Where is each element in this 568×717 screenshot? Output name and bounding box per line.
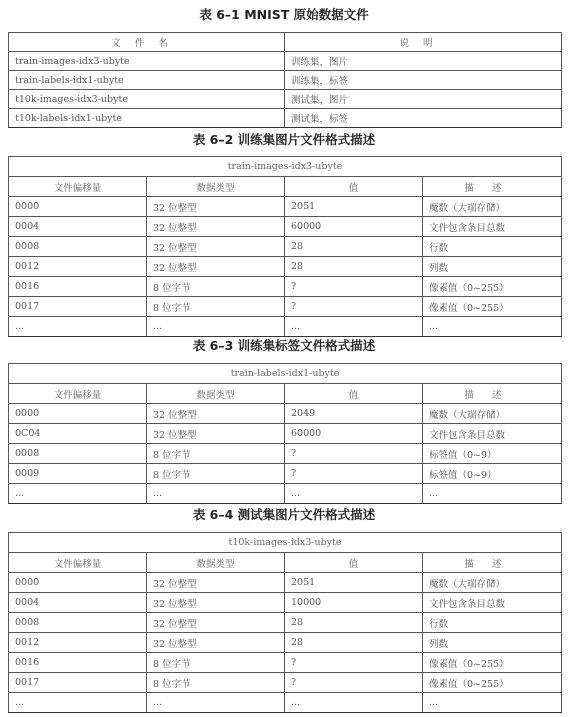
table-cell: 0017 bbox=[9, 297, 147, 317]
table-cell: 魔数（大端存储） bbox=[423, 197, 562, 217]
header-cell: 文件偏移量 bbox=[9, 553, 147, 573]
table-cell: 列数 bbox=[423, 633, 562, 653]
header-cell: 数据类型 bbox=[147, 177, 285, 197]
table-cell: 32 位整型 bbox=[147, 257, 285, 277]
table-cell: ... bbox=[9, 317, 147, 337]
header-cell: 数据类型 bbox=[147, 384, 285, 404]
table-cell: t10k-labels-idx1-ubyte bbox=[9, 109, 285, 128]
table-cell: 32 位整型 bbox=[147, 633, 285, 653]
table-row bbox=[9, 90, 562, 109]
table-cell: 训练集，图片 bbox=[285, 52, 562, 71]
table-cell: 行数 bbox=[423, 237, 562, 257]
table-cell: 28 bbox=[285, 257, 423, 277]
header-cell: 描述 bbox=[423, 553, 562, 573]
table-title: train-labels-idx1-ubyte bbox=[9, 364, 562, 384]
table-6-4-caption: 表 6–4 测试集图片文件格式描述 bbox=[192, 507, 376, 522]
table-cell: 魔数（大端存储） bbox=[423, 404, 562, 424]
table-6-3 bbox=[8, 363, 562, 504]
table-cell: 像素值（0~255） bbox=[423, 673, 562, 693]
table-cell: ... bbox=[285, 484, 423, 504]
table-cell: 2049 bbox=[285, 404, 423, 424]
header-cell: 值 bbox=[285, 384, 423, 404]
table-cell: 标签值（0~9） bbox=[423, 444, 562, 464]
table-cell: 0008 bbox=[9, 237, 147, 257]
header-cell: 描述 bbox=[423, 384, 562, 404]
table-row bbox=[9, 633, 562, 653]
table-row bbox=[9, 573, 562, 593]
table-cell: ? bbox=[285, 653, 423, 673]
table-cell: train-images-idx3-ubyte bbox=[9, 52, 285, 71]
table-cell: ... bbox=[423, 693, 562, 713]
table-header-row bbox=[9, 384, 562, 404]
table-cell: ... bbox=[9, 693, 147, 713]
table-cell: 行数 bbox=[423, 613, 562, 633]
table-6-1 bbox=[8, 32, 562, 128]
table-cell: 32 位整型 bbox=[147, 197, 285, 217]
table-cell: 32 位整型 bbox=[147, 424, 285, 444]
table-cell: ... bbox=[147, 484, 285, 504]
table-cell: ? bbox=[285, 277, 423, 297]
table-cell: 32 位整型 bbox=[147, 573, 285, 593]
table-cell: 测试集，标签 bbox=[285, 109, 562, 128]
table-row bbox=[9, 484, 562, 504]
table-cell: 测试集，图片 bbox=[285, 90, 562, 109]
table-row bbox=[9, 424, 562, 444]
table-row bbox=[9, 277, 562, 297]
table-title-row bbox=[9, 364, 562, 384]
table-row bbox=[9, 444, 562, 464]
table-cell: 8 位字节 bbox=[147, 444, 285, 464]
table-cell: 0000 bbox=[9, 573, 147, 593]
header-cell: 数据类型 bbox=[147, 553, 285, 573]
table-cell: 0004 bbox=[9, 593, 147, 613]
table-cell: 8 位字节 bbox=[147, 464, 285, 484]
table-cell: 32 位整型 bbox=[147, 404, 285, 424]
table-cell: ? bbox=[285, 297, 423, 317]
table-cell: ... bbox=[285, 317, 423, 337]
table-title: train-images-idx3-ubyte bbox=[9, 157, 562, 177]
table-cell: train-labels-idx1-ubyte bbox=[9, 71, 285, 90]
table-cell: 28 bbox=[285, 613, 423, 633]
table-cell: 60000 bbox=[285, 424, 423, 444]
table-row bbox=[9, 613, 562, 633]
table-header-row bbox=[9, 177, 562, 197]
table-cell: 标签值（0~9） bbox=[423, 464, 562, 484]
table-cell: ... bbox=[285, 693, 423, 713]
table-cell: 像素值（0~255） bbox=[423, 297, 562, 317]
table-cell: 8 位字节 bbox=[147, 277, 285, 297]
table-row bbox=[9, 297, 562, 317]
table-row bbox=[9, 673, 562, 693]
table-cell: 0000 bbox=[9, 197, 147, 217]
table-cell: 8 位字节 bbox=[147, 297, 285, 317]
table-cell: ... bbox=[147, 693, 285, 713]
table-cell: 文件包含条目总数 bbox=[423, 593, 562, 613]
table-cell: 像素值（0~255） bbox=[423, 277, 562, 297]
table-6-2 bbox=[8, 156, 562, 337]
table-row bbox=[9, 217, 562, 237]
table-cell: 8 位字节 bbox=[147, 653, 285, 673]
table-cell: 28 bbox=[285, 237, 423, 257]
table-cell: 28 bbox=[285, 633, 423, 653]
table-cell: 32 位整型 bbox=[147, 217, 285, 237]
table-title-row bbox=[9, 157, 562, 177]
table-cell: 0008 bbox=[9, 444, 147, 464]
table-cell: 0004 bbox=[9, 217, 147, 237]
table-row bbox=[9, 109, 562, 128]
table-6-2-caption: 表 6–2 训练集图片文件格式描述 bbox=[192, 132, 376, 147]
table-cell: 0016 bbox=[9, 277, 147, 297]
table-cell: 0012 bbox=[9, 633, 147, 653]
header-cell: 文件偏移量 bbox=[9, 384, 147, 404]
table-cell: ? bbox=[285, 444, 423, 464]
table-6-1-caption: 表 6–1 MNIST 原始数据文件 bbox=[199, 7, 369, 22]
table-cell: 魔数（大端存储） bbox=[423, 573, 562, 593]
table-cell: 0012 bbox=[9, 257, 147, 277]
table-cell: 32 位整型 bbox=[147, 593, 285, 613]
table-header-row bbox=[9, 33, 562, 52]
table-row bbox=[9, 52, 562, 71]
table-row bbox=[9, 404, 562, 424]
table-row bbox=[9, 197, 562, 217]
header-cell: 值 bbox=[285, 177, 423, 197]
table-row bbox=[9, 693, 562, 713]
table-cell: 2051 bbox=[285, 197, 423, 217]
table-6-3-caption: 表 6–3 训练集标签文件格式描述 bbox=[192, 338, 376, 353]
table-cell: ... bbox=[147, 317, 285, 337]
table-cell: 0008 bbox=[9, 613, 147, 633]
table-cell: ? bbox=[285, 673, 423, 693]
header-cell: 说明 bbox=[285, 33, 562, 52]
header-cell: 文件名 bbox=[9, 33, 285, 52]
table-cell: 32 位整型 bbox=[147, 613, 285, 633]
table-6-4 bbox=[8, 532, 562, 713]
table-cell: 0C04 bbox=[9, 424, 147, 444]
table-row bbox=[9, 653, 562, 673]
table-cell: 0017 bbox=[9, 673, 147, 693]
table-cell: 文件包含条目总数 bbox=[423, 217, 562, 237]
table-cell: 0016 bbox=[9, 653, 147, 673]
table-cell: 2051 bbox=[285, 573, 423, 593]
table-title: t10k-images-idx3-ubyte bbox=[9, 533, 562, 553]
table-cell: t10k-images-idx3-ubyte bbox=[9, 90, 285, 109]
table-cell: ... bbox=[423, 484, 562, 504]
table-cell: ? bbox=[285, 464, 423, 484]
table-row bbox=[9, 317, 562, 337]
table-cell: 10000 bbox=[285, 593, 423, 613]
table-cell: ... bbox=[9, 484, 147, 504]
table-row bbox=[9, 71, 562, 90]
table-header-row bbox=[9, 553, 562, 573]
table-cell: 列数 bbox=[423, 257, 562, 277]
table-cell: 32 位整型 bbox=[147, 237, 285, 257]
header-cell: 文件偏移量 bbox=[9, 177, 147, 197]
table-title-row bbox=[9, 533, 562, 553]
header-cell: 描述 bbox=[423, 177, 562, 197]
table-cell: 0009 bbox=[9, 464, 147, 484]
table-cell: 像素值（0~255） bbox=[423, 653, 562, 673]
table-cell: 60000 bbox=[285, 217, 423, 237]
table-cell: 0000 bbox=[9, 404, 147, 424]
table-cell: ... bbox=[423, 317, 562, 337]
table-row bbox=[9, 464, 562, 484]
table-cell: 训练集，标签 bbox=[285, 71, 562, 90]
table-row bbox=[9, 593, 562, 613]
table-row bbox=[9, 257, 562, 277]
table-cell: 8 位字节 bbox=[147, 673, 285, 693]
table-cell: 文件包含条目总数 bbox=[423, 424, 562, 444]
table-row bbox=[9, 237, 562, 257]
header-cell: 值 bbox=[285, 553, 423, 573]
